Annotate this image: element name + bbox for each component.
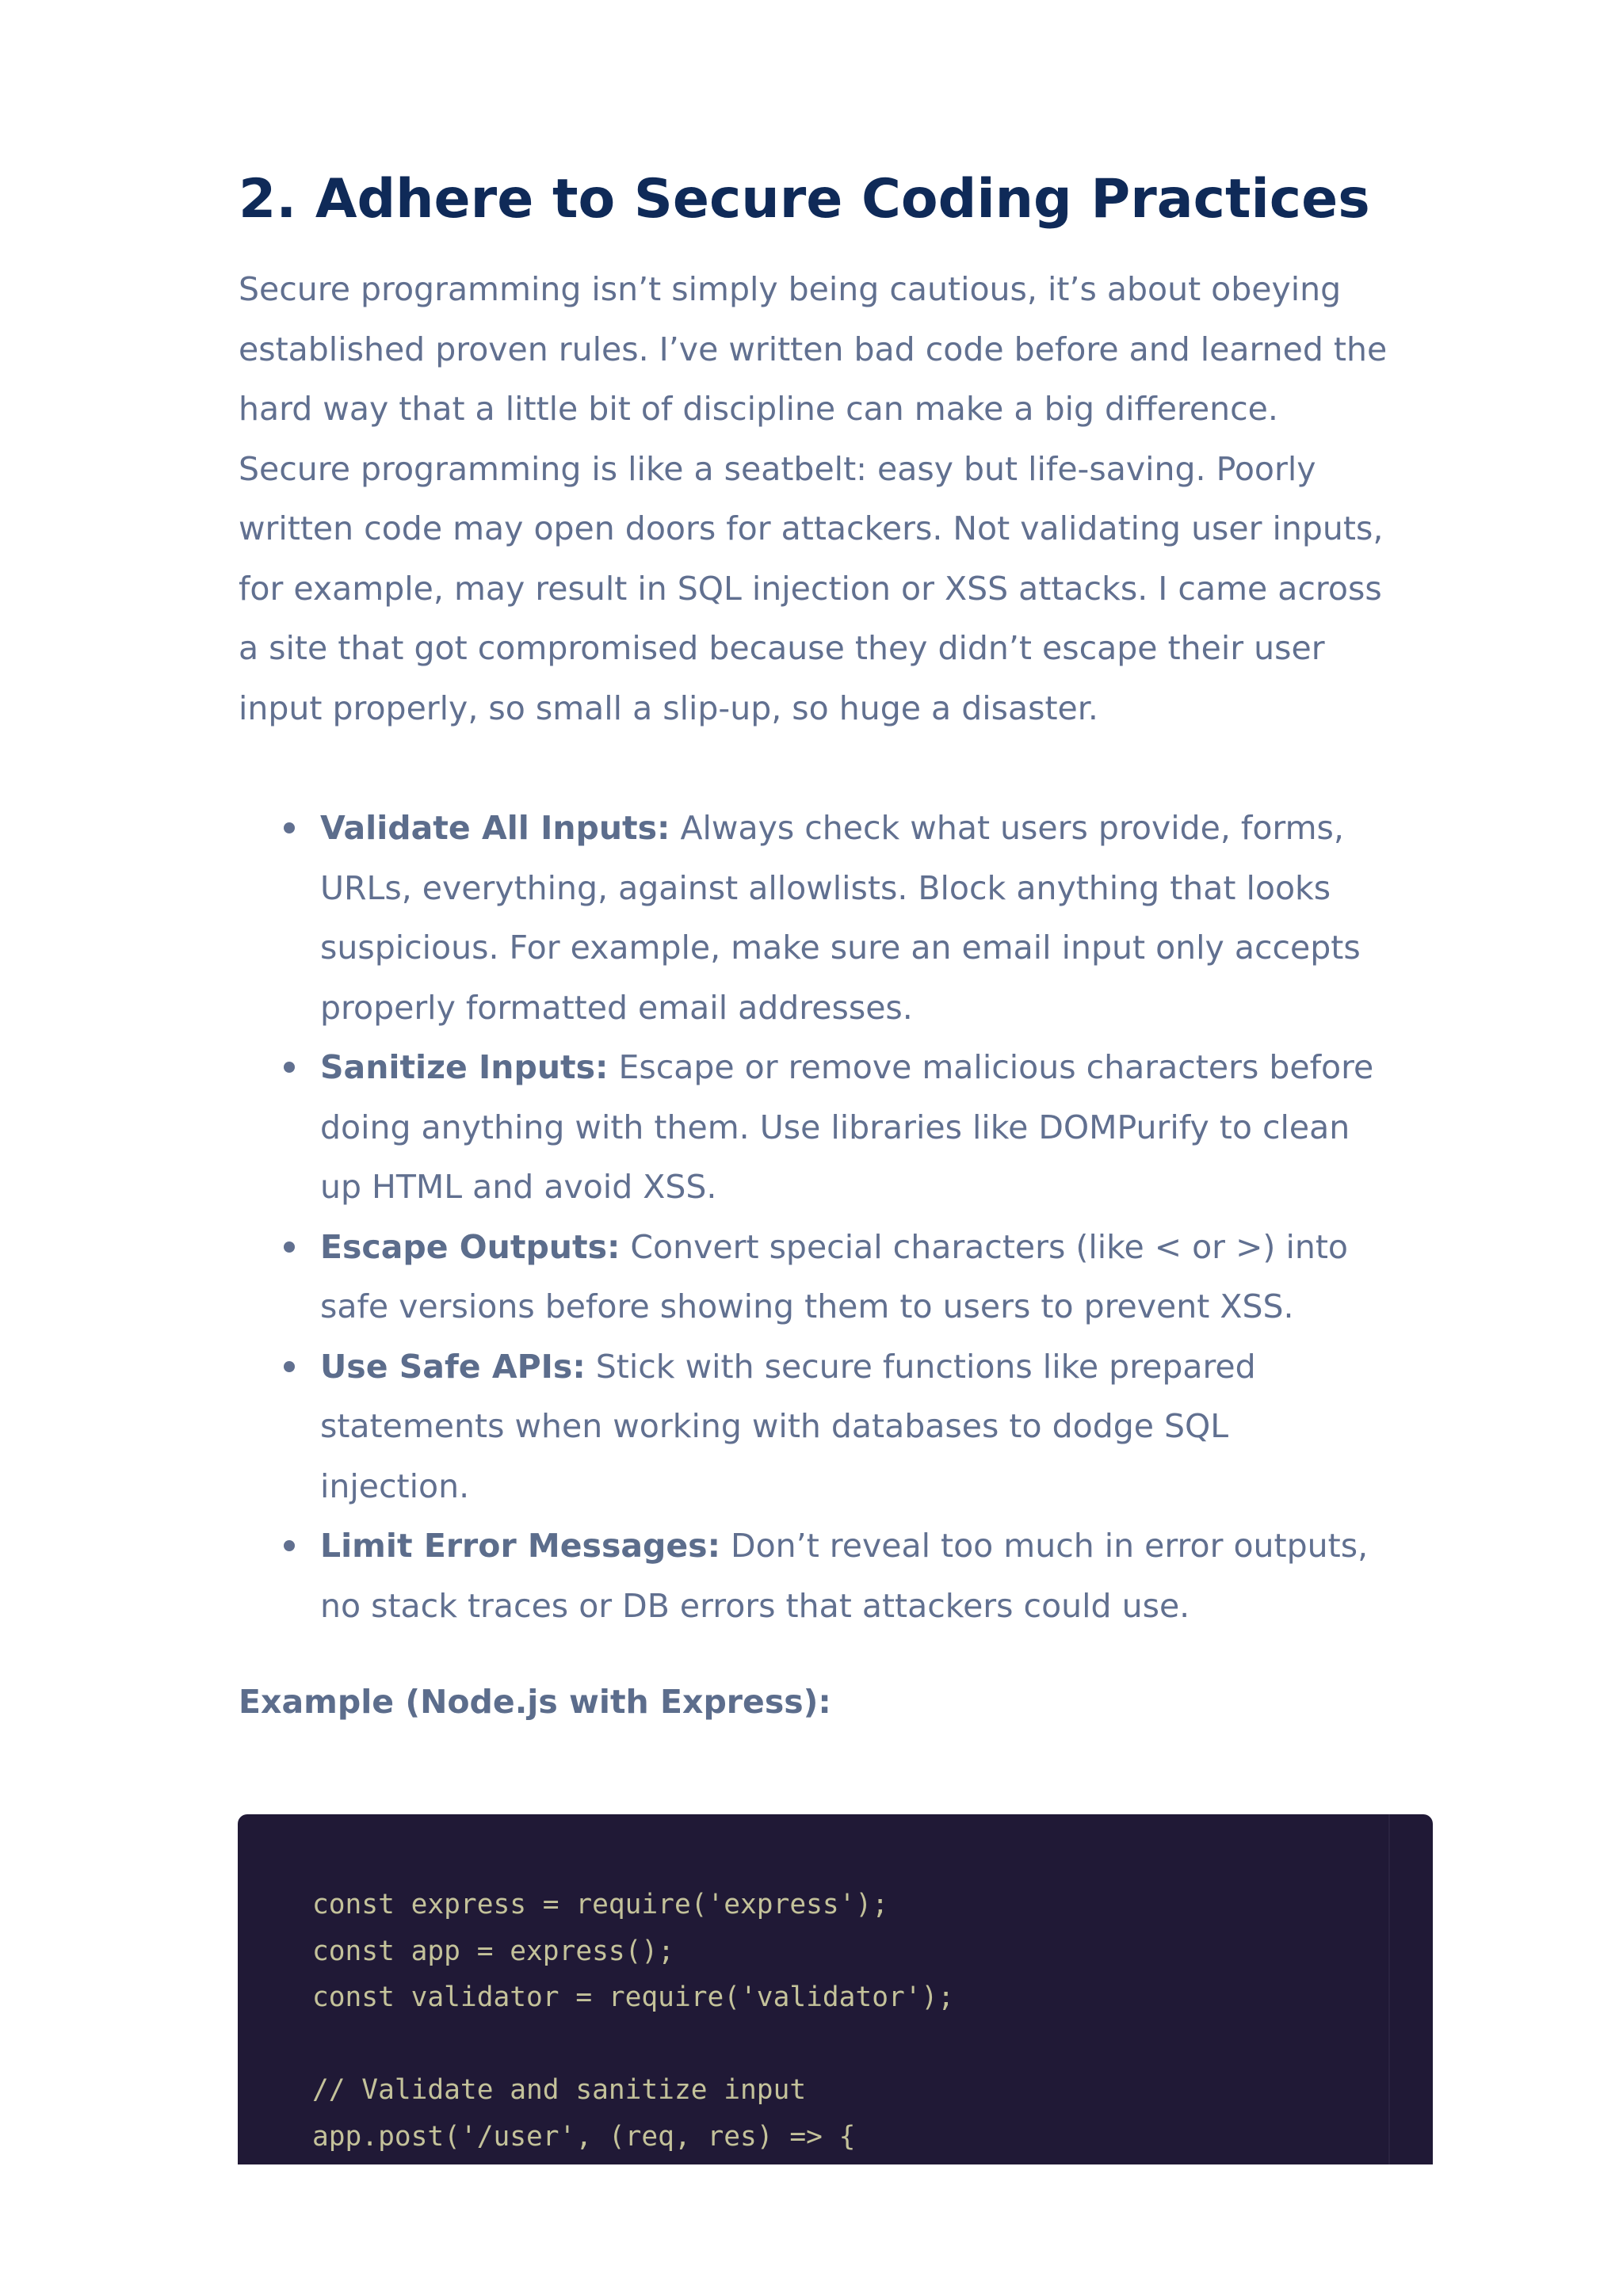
list-item-limit-errors: [320, 1516, 1435, 1636]
bullet-dot-icon: [284, 1540, 295, 1551]
list-item-text: Don’t reveal too much in error outputs,: [720, 1527, 1369, 1565]
list-item-term: Escape Outputs:: [320, 1227, 621, 1266]
paragraph-line: Secure programming isn’t simply being cautious, it’s about obeying: [239, 270, 1342, 308]
list-item-text: suspicious. For example, make sure an email input only accepts: [320, 929, 1361, 967]
list-item-text: Stick with secure functions like prepared: [585, 1347, 1256, 1386]
list-item-text: Always check what users provide, forms,: [670, 809, 1344, 847]
paragraph-line: a site that got compromised because they didn’t escape their user: [239, 629, 1325, 667]
list-item-text: statements when working with databases to dodge SQL: [320, 1407, 1229, 1445]
paragraph-line: for example, may result in SQL injection or XSS attacks. I came across: [239, 569, 1382, 608]
code-scroll-area[interactable]: [238, 1814, 1390, 2164]
list-item-safe-apis: [320, 1337, 1435, 1517]
list-item-term: Limit Error Messages:: [320, 1527, 720, 1565]
paragraph-line: established proven rules. I’ve written bad code before and learned the: [239, 330, 1388, 368]
code-line: const validator = require('validator');: [312, 1981, 955, 2013]
code-line: // Validate and sanitize input: [312, 2074, 807, 2106]
code-line: const express = require('express');: [312, 1889, 888, 1920]
practices-list: [239, 799, 1435, 1636]
code-content: [312, 1882, 954, 2160]
list-item-validate-inputs: [320, 799, 1435, 1038]
list-item-text: URLs, everything, against allowlists. Block anything that looks: [320, 868, 1331, 907]
paragraph-line: hard way that a little bit of discipline can make a big difference.: [239, 390, 1278, 428]
list-item-text: Convert special characters (like < or >) into: [620, 1227, 1348, 1266]
bullet-dot-icon: [284, 1241, 295, 1253]
code-line: app.post('/user', (req, res) => {: [312, 2120, 856, 2153]
section-heading: 2. Adhere to Secure Coding Practices: [239, 168, 1370, 231]
bullet-dot-icon: [284, 1361, 295, 1372]
article: [239, 158, 1435, 1733]
intro-paragraph: [239, 260, 1435, 738]
list-item-term: Sanitize Inputs:: [320, 1048, 609, 1086]
list-item-term: Use Safe APIs:: [320, 1347, 586, 1386]
bullet-dot-icon: [284, 1062, 295, 1073]
list-item-text: up HTML and avoid XSS.: [320, 1168, 717, 1206]
example-label: Example (Node.js with Express):: [239, 1683, 831, 1721]
code-line: [312, 2021, 954, 2068]
paragraph-line: input properly, so small a slip-up, so huge a disaster.: [239, 688, 1098, 727]
list-item-text: safe versions before showing them to users to prevent XSS.: [320, 1287, 1294, 1325]
list-item-escape-outputs: [320, 1218, 1435, 1337]
paragraph-line: Secure programming is like a seatbelt: easy but life-saving. Poorly: [239, 449, 1316, 488]
list-item-text: injection.: [320, 1466, 470, 1505]
list-item-text: properly formatted email addresses.: [320, 988, 913, 1027]
list-item-text: Escape or remove malicious characters before: [608, 1048, 1374, 1086]
list-item-term: Validate All Inputs:: [320, 809, 670, 847]
paragraph-line: written code may open doors for attackers. Not validating user inputs,: [239, 509, 1384, 547]
bullet-dot-icon: [284, 822, 295, 833]
list-item-text: doing anything with them. Use libraries like DOMPurify to clean: [320, 1108, 1350, 1146]
code-block[interactable]: [238, 1814, 1433, 2164]
list-item-sanitize-inputs: [320, 1038, 1435, 1218]
list-item-text: no stack traces or DB errors that attackers could use.: [320, 1586, 1190, 1625]
code-line: const app = express();: [312, 1935, 674, 1967]
